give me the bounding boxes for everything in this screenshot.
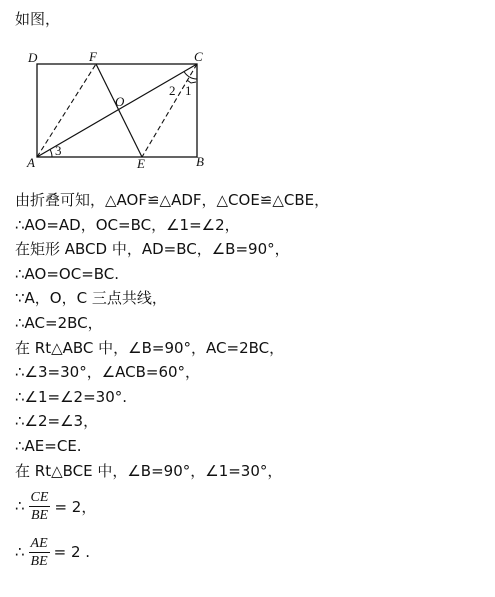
angle-arc-3 — [50, 150, 52, 158]
solution-text — [15, 188, 485, 575]
solution-line: ∴AO=AD，OC=BC，∠1=∠2， — [15, 215, 240, 234]
solution-line: 在 Rt△ABC 中，∠B=90°，AC=2BC， — [15, 338, 285, 357]
fraction — [29, 489, 51, 524]
dashed-ce — [142, 64, 197, 157]
fraction-equation-ae-be — [15, 529, 485, 575]
label-b: B — [196, 154, 204, 169]
fraction-result: = 2 . — [53, 543, 91, 562]
label-angle-3: 3 — [55, 143, 62, 158]
geometry-figure — [0, 0, 495, 175]
solution-line: 由折叠可知，△AOF≌△ADF，△COE≌△CBE， — [15, 191, 330, 209]
label-d: D — [28, 50, 38, 65]
angle-arc-2 — [184, 72, 189, 77]
fraction — [29, 535, 50, 570]
label-angle-1: 1 — [185, 83, 192, 98]
solution-line: ∴∠2=∠3， — [15, 412, 99, 431]
label-o: O — [115, 94, 125, 109]
label-f: F — [89, 49, 97, 64]
solution-line: ∴AE=CE. — [15, 436, 82, 455]
fraction-denominator: BE — [30, 553, 48, 569]
solution-line: ∵A，O，C 三点共线， — [15, 289, 167, 308]
solution-line: ∴∠3=30°，∠ACB=60°， — [15, 363, 201, 382]
fraction-equation-ce-be — [15, 483, 485, 529]
fraction-denominator: BE — [30, 507, 49, 523]
fraction-result: = 2， — [54, 497, 97, 516]
therefore-symbol: ∴ — [15, 497, 25, 516]
therefore-symbol: ∴ — [15, 543, 25, 562]
solution-line: 在矩形 ABCD 中，AD=BC，∠B=90°， — [15, 240, 290, 259]
solution-line: ∴AO=OC=BC. — [15, 264, 120, 283]
intro-text: 如图， — [15, 10, 61, 28]
label-a: A — [27, 155, 35, 170]
label-c: C — [194, 49, 203, 64]
dashed-af — [37, 64, 96, 157]
solution-line: ∴AC=2BC， — [15, 313, 103, 332]
label-e: E — [137, 156, 145, 171]
solution-line: ∴∠1=∠2=30°. — [15, 387, 128, 406]
fraction-numerator: CE — [30, 489, 49, 505]
fraction-numerator: AE — [30, 535, 48, 551]
solution-line: 在 Rt△BCE 中，∠B=90°，∠1=30°， — [15, 461, 283, 480]
label-angle-2: 2 — [169, 83, 176, 98]
fold-line-ef — [96, 64, 142, 157]
angle-arc-1 — [189, 77, 197, 79]
